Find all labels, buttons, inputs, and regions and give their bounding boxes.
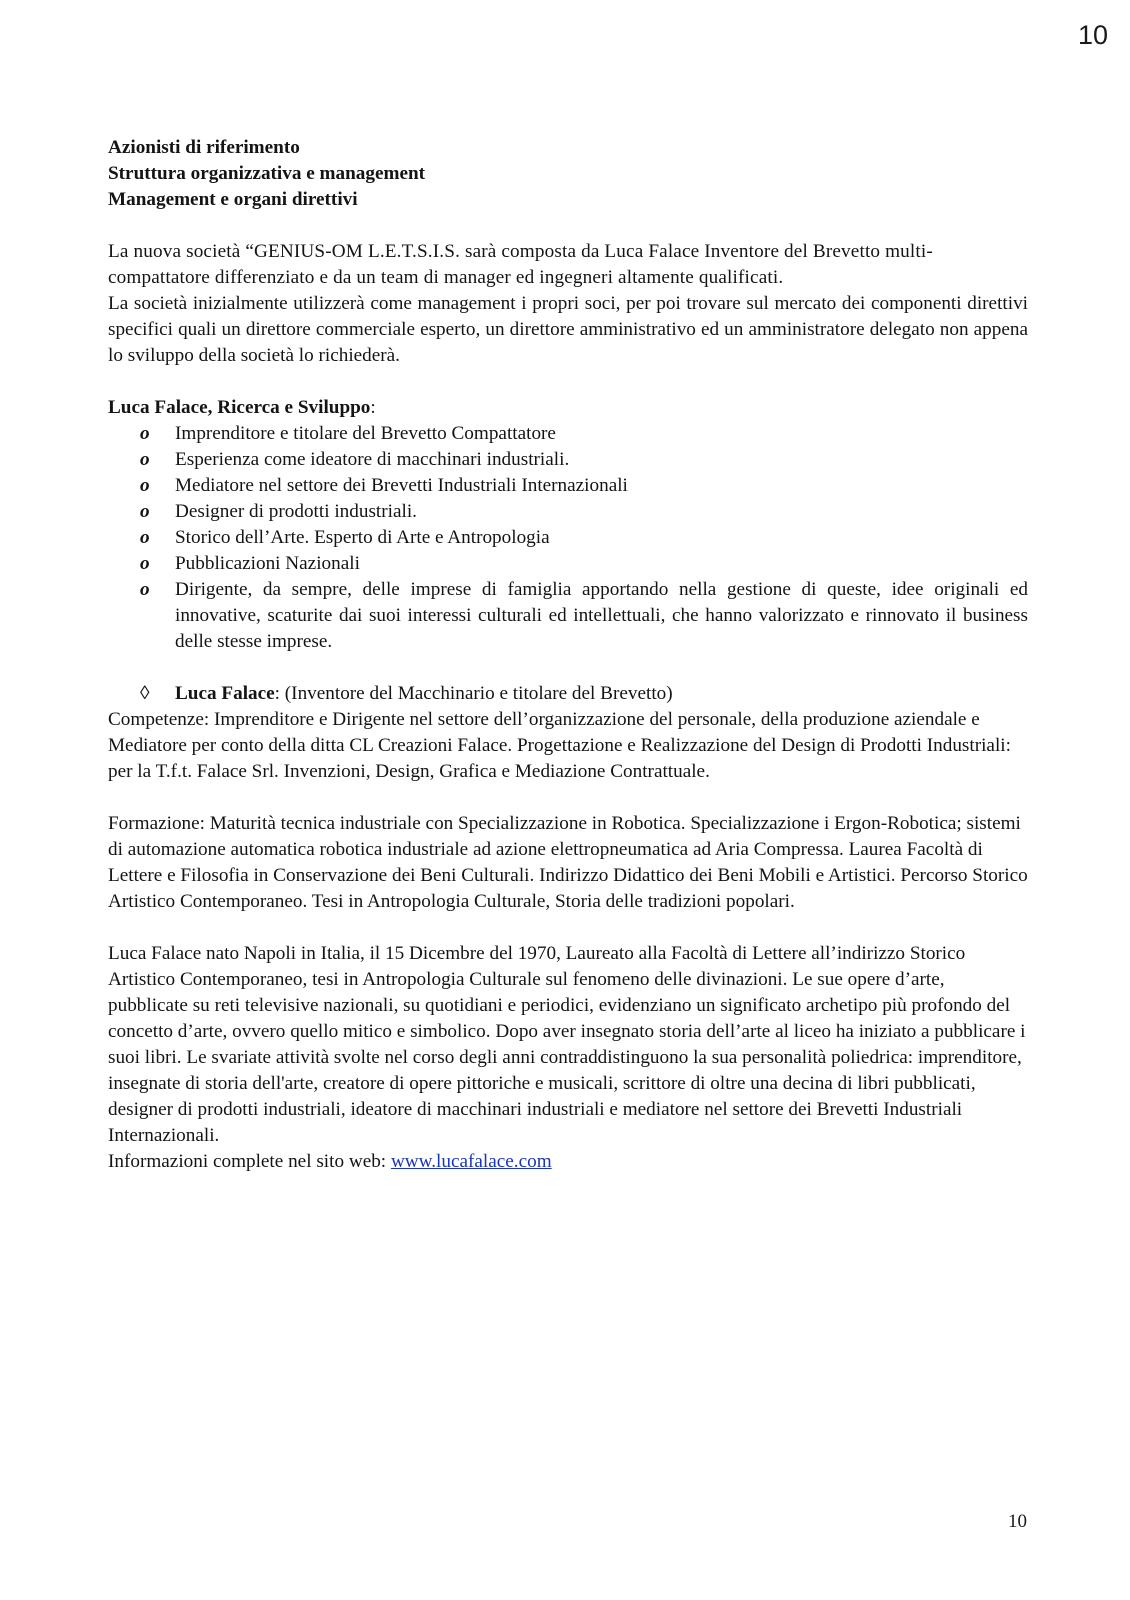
competenze-paragraph: Competenze: Imprenditore e Dirigente nel settore dell’organizzazione del personale, della produzione aziendale e Mediatore per conto della ditta CL Creazioni Falace. Progettazione e Realizzazione del Design di Prodotti Industriali: per la T.f.t. Falace Srl. Invenzioni, Design, Grafica e Mediazione Contrattuale. [108,709,1011,782]
page-number-bottom: 10 [1008,1511,1027,1532]
bullet-icon: o [140,527,150,548]
bullet-icon: o [140,501,150,522]
inventor-name: Luca Falace [175,683,275,704]
bullet-icon: o [140,579,150,600]
list-item [108,525,1028,551]
list-item-text: Storico dell’Arte. Esperto di Arte e Antropologia [175,527,550,548]
list-item-text: Dirigente, da sempre, delle imprese di famiglia apportando nella gestione di queste, idee originali ed innovative, scaturite dai suoi interessi culturali ed intellettuali, che hanno valorizzato e rinnovato il business delle stesse imprese. [175,579,1028,652]
list-item-text: Imprenditore e titolare del Brevetto Compattatore [175,423,556,444]
inventor-role: : (Inventore del Macchinario e titolare del Brevetto) [274,683,673,704]
list-item [108,447,1028,473]
intro-paragraph-1: La nuova società “GENIUS-OM L.E.T.S.I.S. sarà composta da Luca Falace Inventore del Brevetto multi-compattatore differenziato e da un team di manager ed ingegneri altamente qualificati. [108,241,933,288]
document-body [108,135,1028,1175]
list-item-text: Designer di prodotti industriali. [175,501,417,522]
list-item-text: Mediatore nel settore dei Brevetti Industriali Internazionali [175,475,628,496]
website-label: Informazioni complete nel sito web: [108,1151,391,1172]
list-item-text: Esperienza come ideatore di macchinari industriali. [175,449,570,470]
bullet-icon: o [140,475,150,496]
profile-name-suffix: : [370,397,376,418]
list-item [108,421,1028,447]
section-headings [108,135,1028,213]
website-line [108,1149,1028,1175]
list-item [108,577,1028,655]
intro-paragraph-2: La società inizialmente utilizzerà come management i propri soci, per poi trovare sul mercato dei componenti direttivi specifici quali un direttore commerciale esperto, un direttore amministrativo ed un amministratore delegato non appena lo sviluppo della società lo richiederà. [108,293,1028,366]
list-item [108,499,1028,525]
list-item-text: Pubblicazioni Nazionali [175,553,360,574]
list-item [108,551,1028,577]
profile-title [108,395,1028,421]
formazione-paragraph: Formazione: Maturità tecnica industriale con Specializzazione in Robotica. Specializzazione i Ergon-Robotica; sistemi di automazione automatica robotica industriale ad azione elettropneumatica ad Aria Compressa. Laurea Facoltà di Lettere e Filosofia in Conservazione dei Beni Culturali. Indirizzo Didattico dei Beni Mobili e Artistici. Percorso Storico Artistico Contemporaneo. Tesi in Antropologia Culturale, Storia delle tradizioni popolari. [108,813,1028,912]
bullet-icon: o [140,553,150,574]
bullet-icon: o [140,423,150,444]
profile-list [108,421,1028,655]
heading-management: Management e organi direttivi [108,189,358,210]
profile-name: Luca Falace, Ricerca e Sviluppo [108,397,371,418]
bullet-icon: o [140,449,150,470]
inventor-heading [108,681,1028,707]
bio-paragraph: Luca Falace nato Napoli in Italia, il 15 Dicembre del 1970, Laureato alla Facoltà di Lettere all’indirizzo Storico Artistico Contemporaneo, tesi in Antropologia Culturale sul fenomeno delle divinazioni. Le sue opere d’arte, pubblicate su reti televisive nazionali, su quotidiani e periodici, evidenziano un significato archetipo più profondo del concetto d’arte, ovvero quello mitico e simbolico. Dopo aver insegnato storia dell’arte al liceo ha iniziato a pubblicare i suoi libri. Le svariate attività svolte nel corso degli anni contraddistinguono la sua personalità poliedrica: imprenditore, insegnate di storia dell'arte, creatore di opere pittoriche e musicali, scrittore di oltre una decina di libri pubblicati, designer di prodotti industriali, ideatore di macchinari industriali e mediatore nel settore dei Brevetti Industriali Internazionali. [108,943,1026,1146]
page-number-top: 10 [1077,20,1108,50]
list-item [108,473,1028,499]
heading-azionisti: Azionisti di riferimento [108,137,300,158]
diamond-bullet-icon: ◊ [140,683,150,704]
website-link[interactable]: www.lucafalace.com [390,1151,552,1172]
heading-struttura: Struttura organizzativa e management [108,163,426,184]
